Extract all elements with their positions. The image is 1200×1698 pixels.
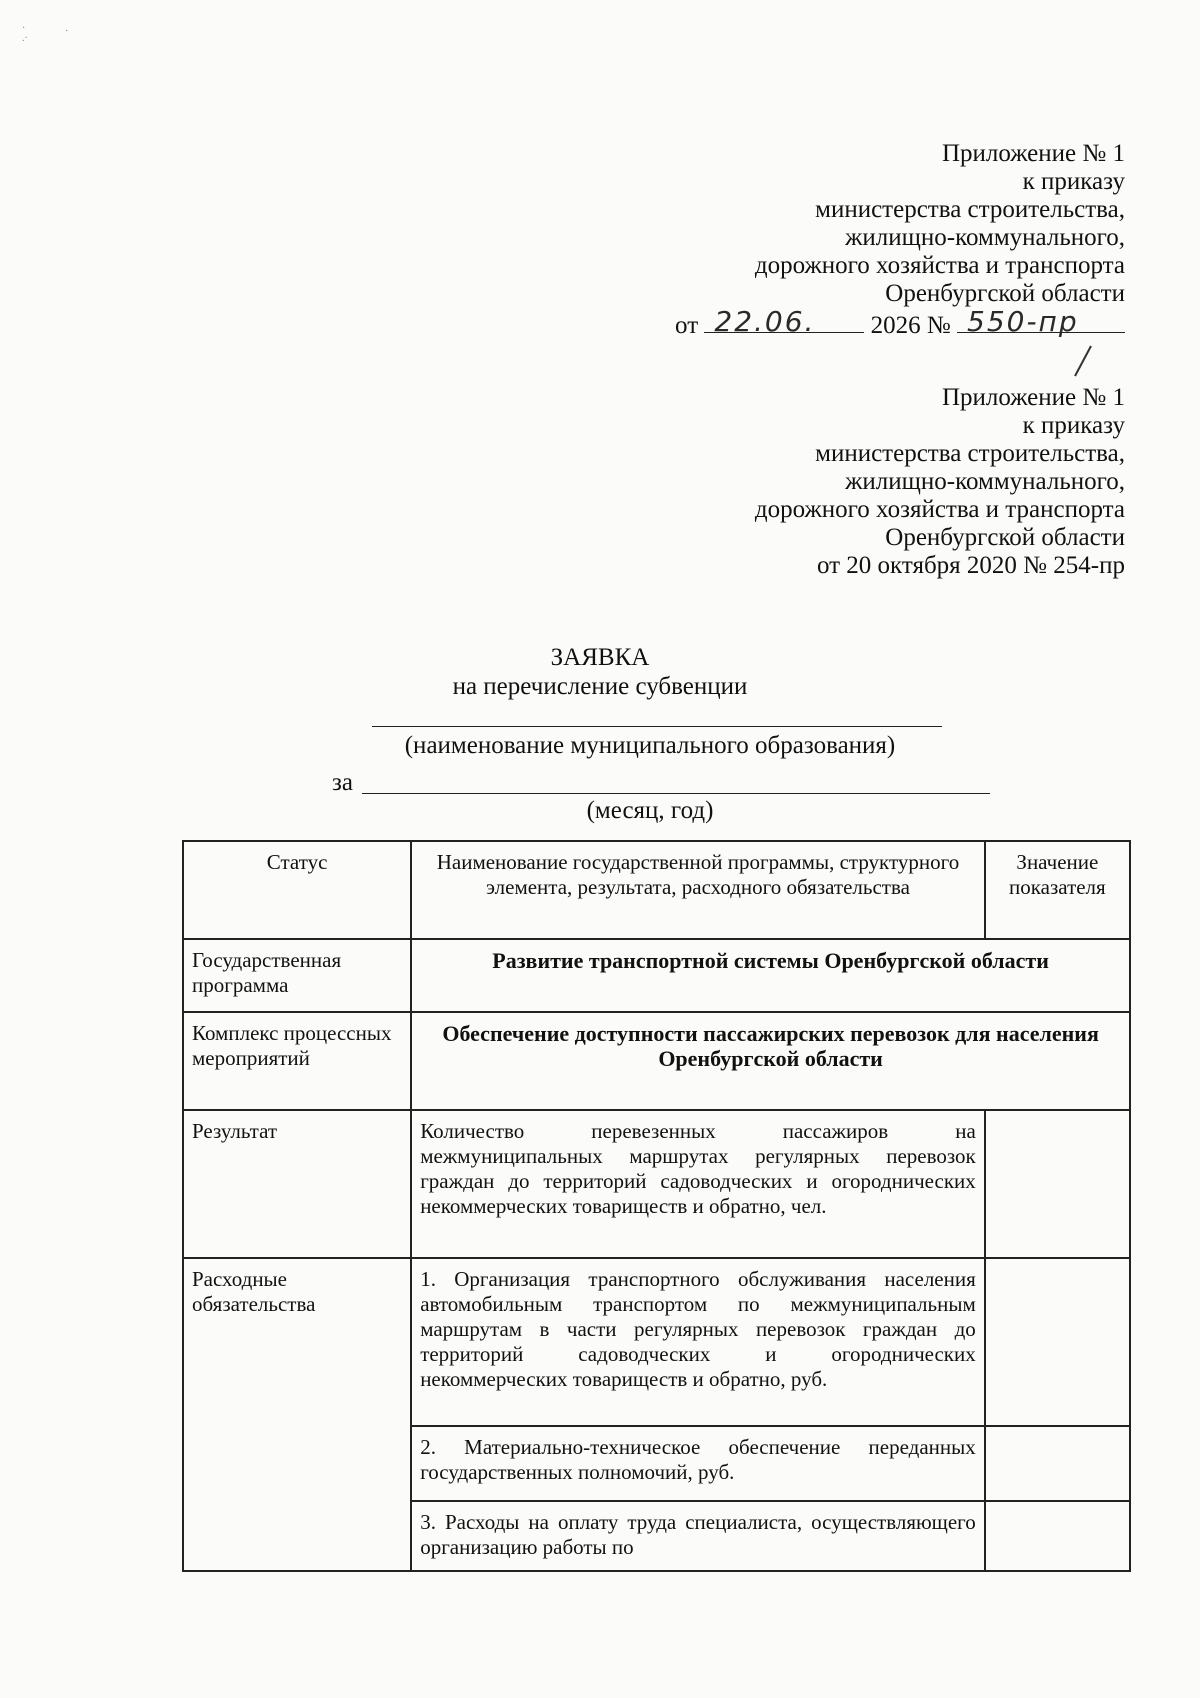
appendix-line: дорожного хозяйства и транспорта [754, 252, 1125, 279]
year-number-label: 2026 № [870, 312, 951, 339]
complex-name-cell: Обеспечение доступности пассажирских перевозок для населения Оренбургской области [411, 1012, 1130, 1110]
appendix-line: Приложение № 1 [941, 140, 1125, 167]
table-row-complex [183, 1012, 1130, 1110]
appendix-header-old [755, 384, 1125, 580]
table-row-expense-1 [183, 1258, 1130, 1426]
appendix-date-line [675, 305, 1125, 340]
application-table [182, 840, 1131, 1572]
value-cell[interactable] [985, 1110, 1130, 1258]
handwritten-number: 550-пр [967, 305, 1079, 338]
expense-item-cell: 3. Расходы на оплату труда специалиста, осуществляющего организацию работы по [411, 1501, 985, 1571]
status-cell: Результат [183, 1110, 411, 1258]
value-cell[interactable] [985, 1501, 1130, 1571]
period-caption: (месяц, год) [586, 797, 714, 824]
table-header-row [183, 841, 1130, 939]
appendix-line: жилищно-коммунального, [845, 224, 1125, 251]
appendix-line: Оренбургской области [885, 524, 1125, 551]
value-cell[interactable] [985, 1426, 1130, 1501]
header-status: Статус [183, 841, 411, 939]
appendix-line: Оренбургской области [885, 280, 1125, 307]
value-cell[interactable] [985, 1258, 1130, 1426]
status-cell: Государственная программа [183, 939, 411, 1012]
scan-specks: · . .· [22, 23, 68, 44]
appendix-line: к приказу [1022, 412, 1125, 439]
appendix-line: министерства строительства, [815, 196, 1125, 223]
appendix-line: от 20 октября 2020 № 254-пр [816, 552, 1125, 579]
pen-stroke [1074, 346, 1092, 377]
result-name-cell: Количество перевезенных пассажиров на межмуниципальных маршрутах регулярных перевозок граждан до территорий садоводческих и огороднических некоммерческих товариществ и обратно, чел. [411, 1110, 985, 1258]
expense-item-cell: 2. Материально-техническое обеспечение переданных государственных полномочий, руб. [411, 1426, 985, 1501]
date-prefix: от [675, 312, 699, 339]
handwritten-number-field [957, 305, 1125, 338]
period-prefix: за [332, 769, 353, 796]
expense-item-cell: 1. Организация транспортного обслуживания населения автомобильным транспортом по межмуниципальным маршрутам в части регулярных перевозок граждан до территорий садоводческих и огороднических некоммерческих товариществ и обратно, руб. [411, 1258, 985, 1426]
document-title: ЗАЯВКА [550, 644, 650, 671]
municipality-caption: (наименование муниципального образования) [404, 732, 896, 759]
period-blank-line [362, 793, 990, 794]
table-row-result [183, 1110, 1130, 1258]
document-subtitle: на перечисление субвенции [452, 673, 748, 700]
status-cell: Расходные обязательства [183, 1258, 411, 1571]
header-value: Значение показателя [985, 841, 1130, 939]
appendix-line: жилищно-коммунального, [845, 468, 1125, 495]
appendix-line: Приложение № 1 [941, 384, 1125, 411]
handwritten-date: 22.06. [714, 305, 816, 338]
appendix-header-new [675, 140, 1125, 340]
appendix-line: министерства строительства, [815, 440, 1125, 467]
municipality-blank-line [372, 726, 942, 727]
status-cell: Комплекс процессных мероприятий [183, 1012, 411, 1110]
appendix-line: дорожного хозяйства и транспорта [754, 496, 1125, 523]
table-row-program [183, 939, 1130, 1012]
program-name-cell: Развитие транспортной системы Оренбургской области [411, 939, 1130, 1012]
header-name: Наименование государственной программы, структурного элемента, результата, расходного обязательства [411, 841, 985, 939]
handwritten-date-field [704, 305, 864, 338]
appendix-line: к приказу [1022, 168, 1125, 195]
